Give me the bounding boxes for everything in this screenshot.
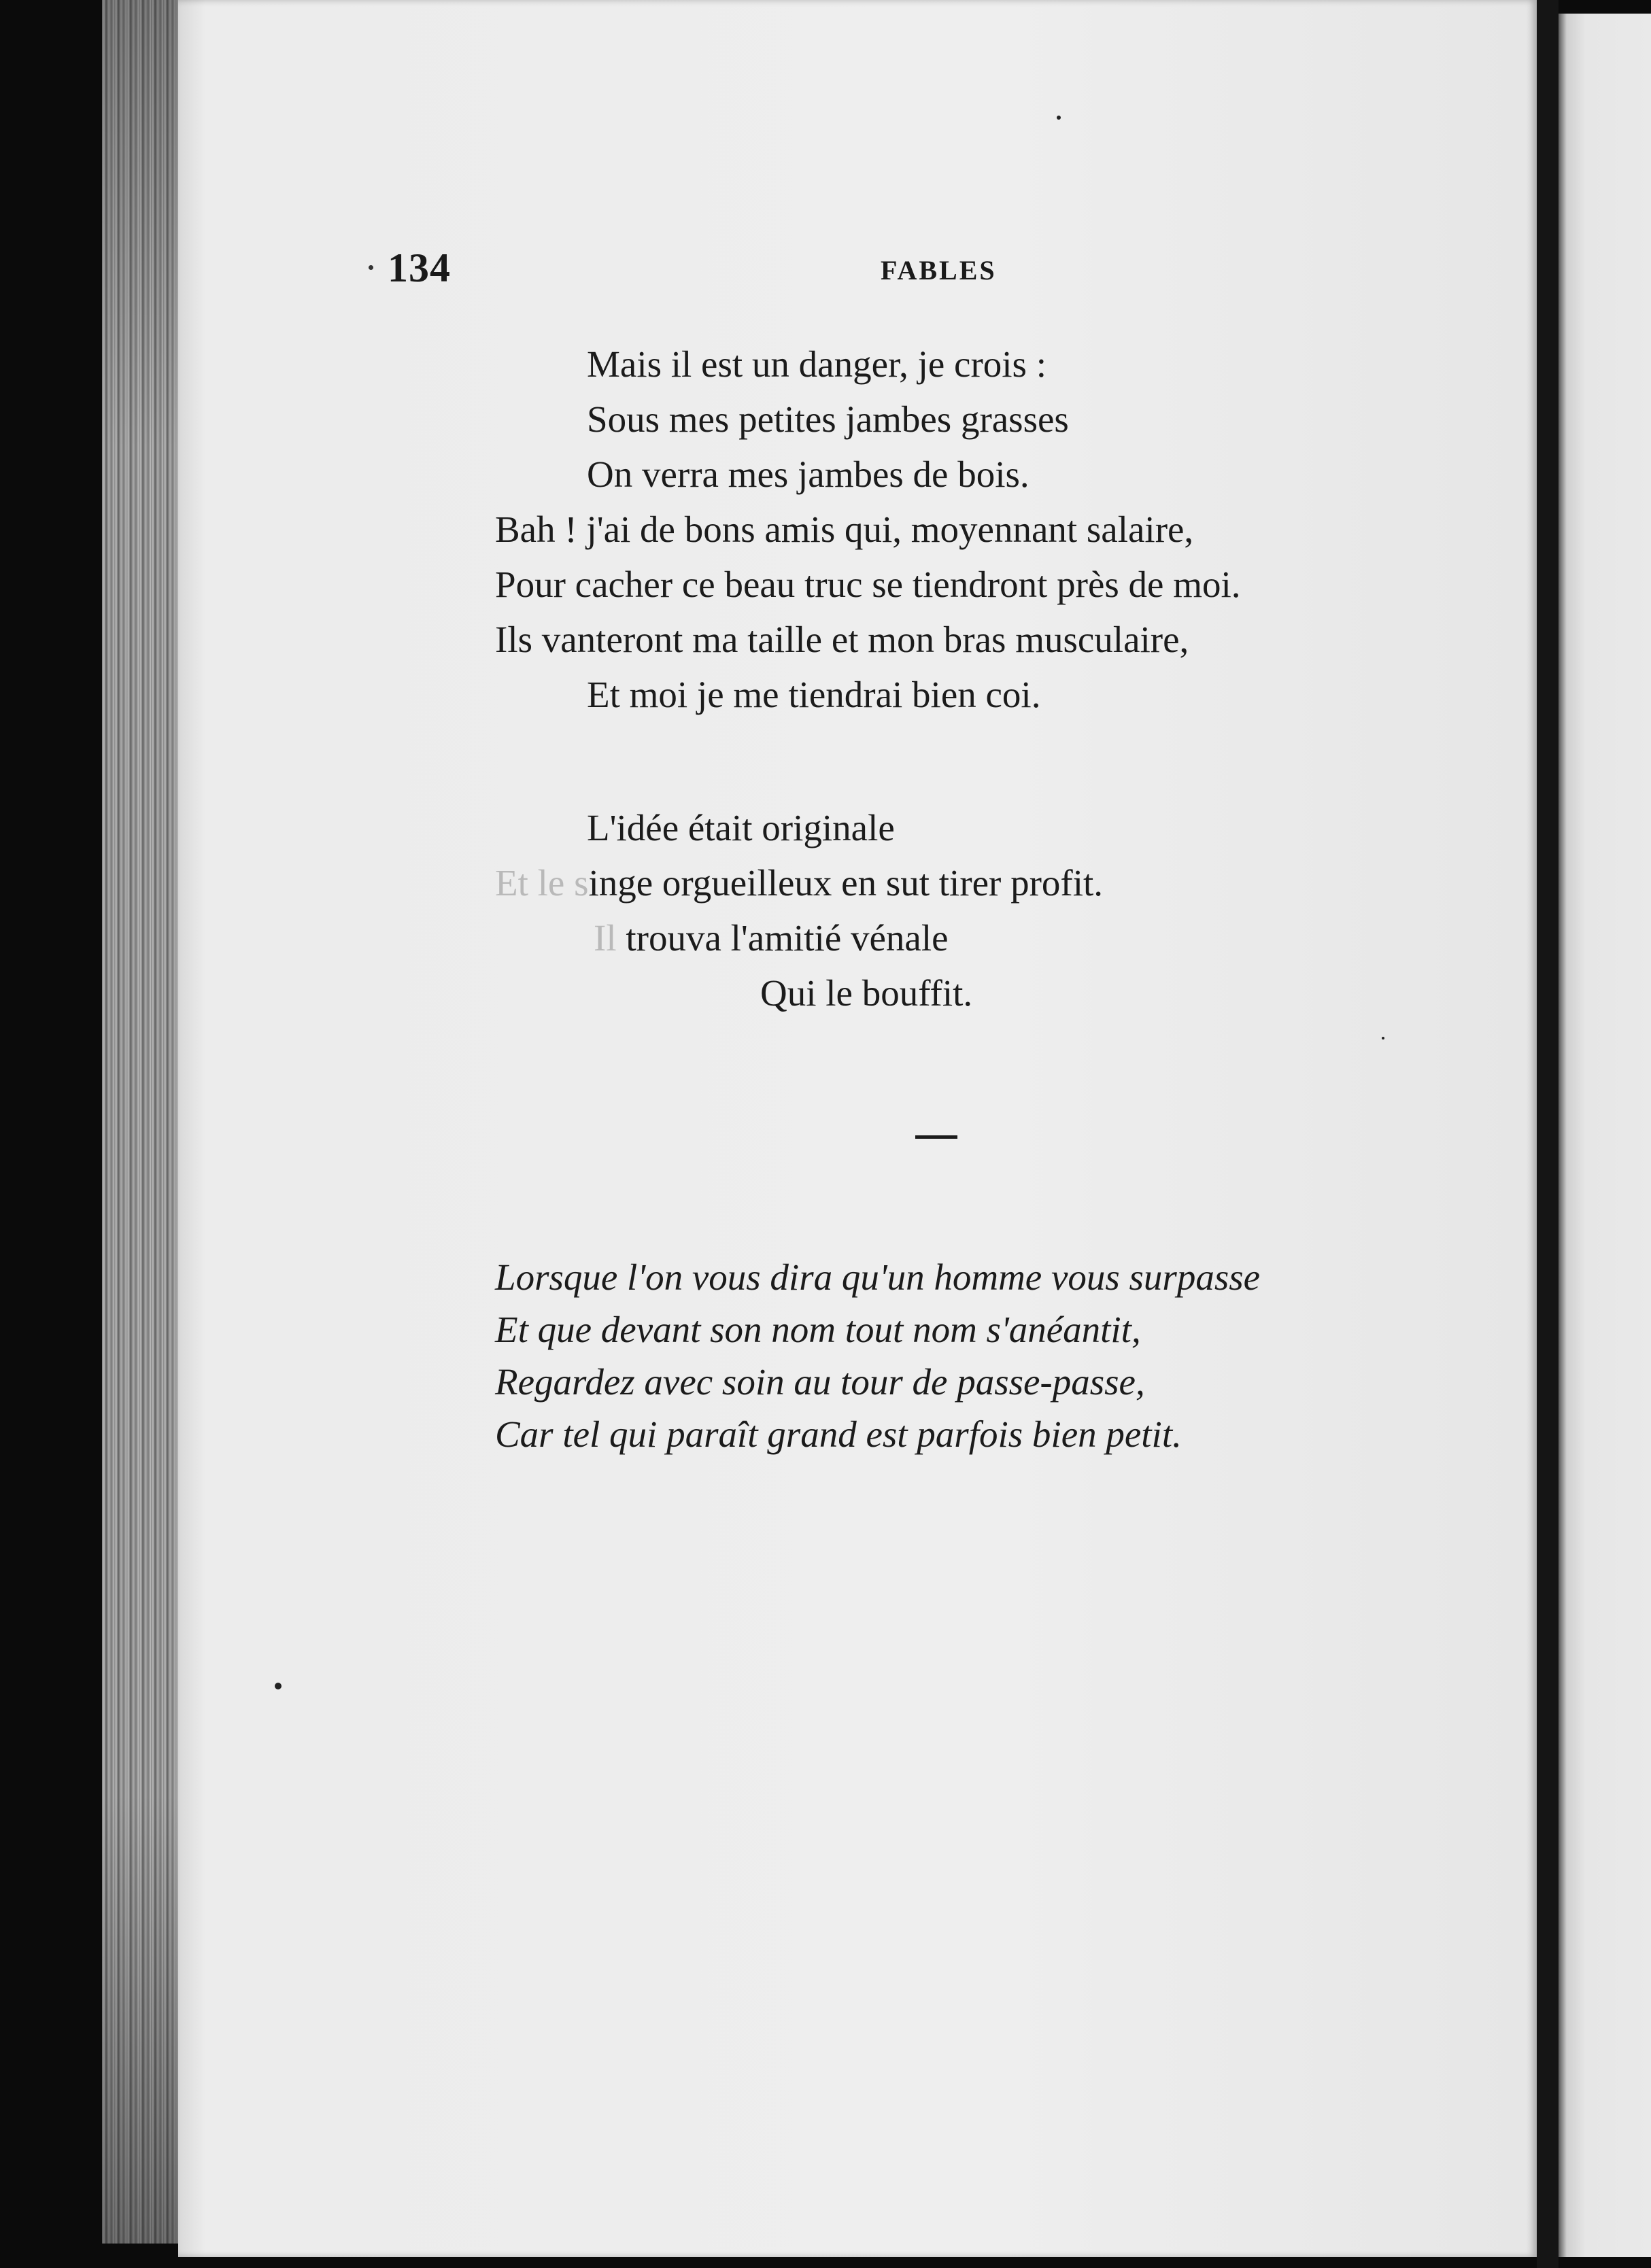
page-header — [381, 245, 1333, 292]
page-edges — [102, 0, 190, 2244]
ink-speck — [1057, 116, 1061, 120]
book-gutter — [1537, 0, 1559, 2268]
faded-text: Et le s — [495, 862, 589, 904]
verse-line: On verra mes jambes de bois. — [587, 453, 1029, 495]
verse-line: Sous mes petites jambes grasses — [587, 398, 1069, 440]
verse-line: Mais il est un danger, je crois : — [587, 343, 1046, 385]
verse-line — [495, 855, 1103, 910]
verse-line: Et moi je me tiendrai bien coi. — [587, 674, 1041, 715]
running-head: FABLES — [881, 255, 997, 286]
ink-speck — [275, 1683, 282, 1689]
verse-text: inge orgueilleux en sut tirer profit. — [588, 862, 1104, 904]
verse-line: L'idée était originale — [587, 807, 895, 848]
page-dot — [369, 265, 373, 270]
verse-line — [495, 910, 1103, 965]
verse-line: Bah ! j'ai de bons amis qui, moyennant salaire, — [495, 509, 1194, 550]
section-dash — [915, 1135, 957, 1139]
faded-text: Il — [594, 917, 626, 959]
moral-line: Car tel qui paraît grand est parfois bien petit. — [495, 1413, 1182, 1455]
verse-line: Qui le bouffit. — [760, 972, 973, 1014]
moral-line: Lorsque l'on vous dira qu'un homme vous surpasse — [495, 1256, 1261, 1298]
verse-text: trouva l'amitié vénale — [626, 917, 949, 959]
stanza-1 — [495, 337, 1241, 722]
next-page-edge — [1559, 14, 1651, 2257]
verse-line: Pour cacher ce beau truc se tiendront près de moi. — [495, 564, 1241, 605]
stanza-2 — [495, 800, 1103, 1020]
page-number: 134 — [388, 245, 451, 290]
moral-line: Regardez avec soin au tour de passe-passe, — [495, 1361, 1145, 1403]
moral-line: Et que devant son nom tout nom s'anéantit, — [495, 1309, 1141, 1350]
moral-stanza — [495, 1251, 1260, 1460]
ink-speck — [1382, 1037, 1384, 1040]
verse-line: Ils vanteront ma taille et mon bras musculaire, — [495, 619, 1189, 660]
